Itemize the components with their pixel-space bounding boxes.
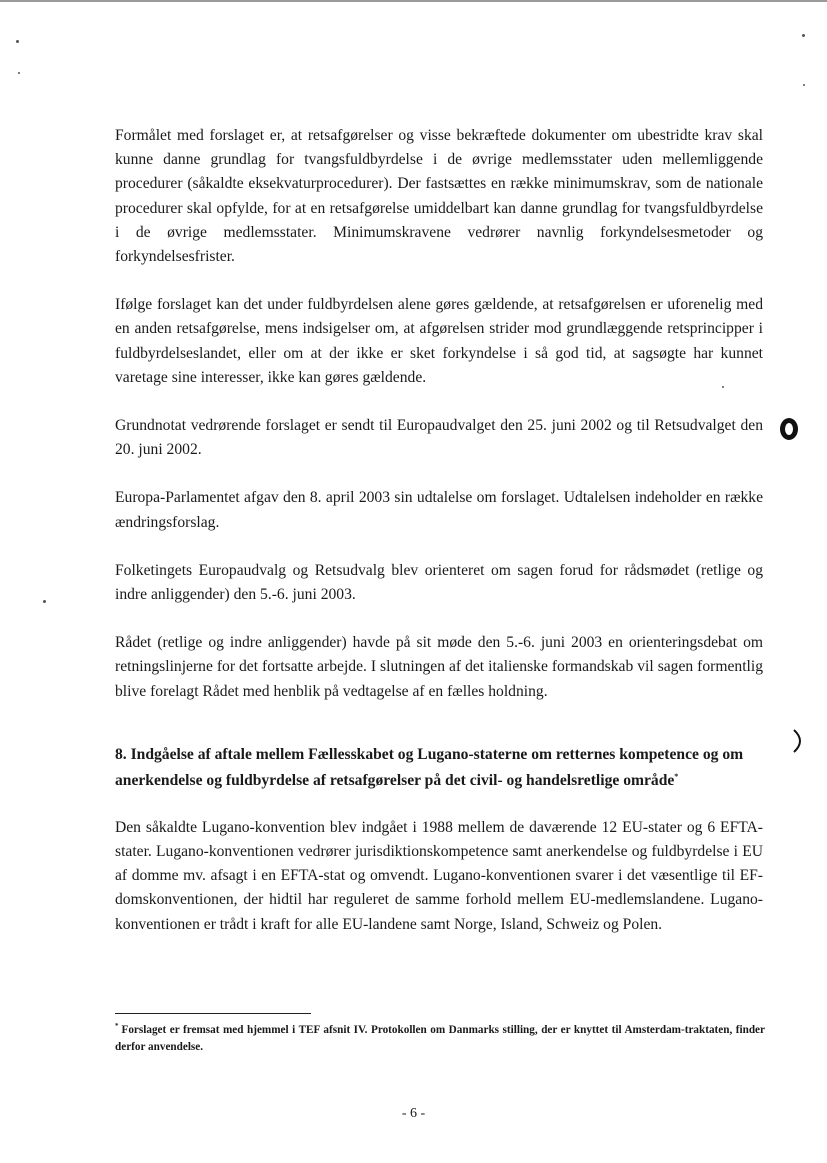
paragraph-grundnotat: Grundnotat vedrørende forslaget er sendt til Europaudvalget den 25. juni 2002 og til Retsudvalget den 20. juni 2002. (115, 417, 763, 459)
section-heading-text: 8. Indgåelse af aftale mellem Fællesskabet og Lugano-staterne om retternes kompetence og om anerkendelse og fuldbyrdelse af retsafgørelser på det civil- og handelsretlige område (115, 745, 744, 789)
scan-speck (802, 34, 805, 37)
paragraph-lugano: Den såkaldte Lugano-konvention blev indgået i 1988 mellem de daværende 12 EU-stater og 6 EFTA-stater. Lugano-konventionen vedrører jurisdiktionskompetence samt anerkendelse og fuldbyrdelse i EU af domme mv. afsagt i en EFTA-stat og omvendt. Lugano-konventionen svarer i det væsentlige til EF-domskonventionen, der hidtil har reguleret de samme forhold mellem EU-medlemslandene. Lugano-konventionen er trådt i kraft for alle EU-landene samt Norge, Island, Schweiz og Polen. (115, 818, 763, 933)
scan-speck (16, 40, 19, 43)
footnote-marker: * (674, 771, 679, 781)
section-heading (115, 742, 763, 794)
punch-hole-edge-icon (791, 728, 807, 754)
scan-top-edge (0, 0, 827, 2)
document-body (115, 124, 763, 937)
footnote (115, 1022, 765, 1056)
paragraph-enforcement: Ifølge forslaget kan det under fuldbyrdelsen alene gøres gældende, at retsafgørelsen er uforenelig med en anden retsafgørelse, mens indsigelser om, at afgørelsen strider mod grundlæggende retsprincipper i fuldbyrdelseslandet, eller om at der ikke er sket forkyndelse i så god tid, at sagsøgte har kunnet varetage sine interesser, ikke kan gøres gældende. (115, 296, 763, 386)
scan-speck (43, 600, 46, 603)
footnote-marker-ref: * (115, 1022, 119, 1031)
page-number: - 6 - (401, 1106, 426, 1121)
paragraph-folketing: Folketingets Europaudvalg og Retsudvalg blev orienteret om sagen forud for rådsmødet (retlige og indre anliggender) den 5.-6. juni 2003. (115, 561, 763, 604)
paragraph-purpose: Formålet med forslaget er, at retsafgørelser og visse bekræftede dokumenter om ubestridte krav skal kunne danne grundlag for tvangsfuldbyrdelse i de øvrige medlemsstater uden mellemliggende procedurer (såkaldte eksekvaturprocedurer). Der fastsættes en række minimumskrav, som de nationale procedurer skal opfylde, for at en retsafgørelse umiddelbart kan danne grundlag for tvangsfuldbyrdelse i de øvrige medlemsstater. Minimumskravene vedrører navnlig forkyndelsesmetoder og forkyndelsesfrister. (115, 127, 763, 266)
footnote-text: Forslaget er fremsat med hjemmel i TEF afsnit IV. Protokollen om Danmarks stilling, der er knyttet til Amsterdam-traktaten, finder derfor anvendelse. (115, 1024, 765, 1053)
paragraph-parliament: Europa-Parlamentet afgav den 8. april 2003 sin udtalelse om forslaget. Udtalelsen indeholder en række ændringsforslag. (115, 489, 763, 531)
scan-speck (803, 84, 805, 86)
paragraph-council: Rådet (retlige og indre anliggender) havde på sit møde den 5.-6. juni 2003 en orienteringsdebat om retningslinjerne for det fortsatte arbejde. I slutningen af det italienske formandskab vil sagen formentlig blive forelagt Rådet med henblik på vedtagelse af en fælles holdning. (115, 634, 763, 700)
scan-speck (18, 72, 20, 74)
footnote-divider (115, 1013, 311, 1014)
punch-hole-icon (780, 418, 798, 440)
